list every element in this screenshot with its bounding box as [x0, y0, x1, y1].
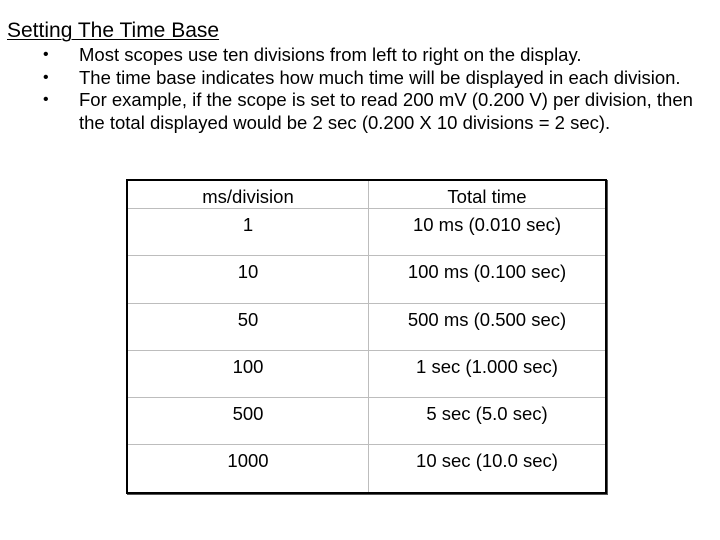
table-cell-ms-per-division: 500	[127, 398, 369, 445]
bullet-text: For example, if the scope is set to read 200 mV (0.200 V) per division, then the total displayed would be 2 sec (0.200 X 10 divisions = 2 sec).	[79, 89, 693, 133]
column-header-ms-per-division: ms/division	[127, 180, 369, 209]
slide-title: Setting The Time Base	[7, 19, 220, 42]
bullet-marker: •	[43, 91, 49, 108]
bullet-item	[0, 44, 720, 67]
table-row	[127, 256, 606, 303]
bullet-list	[0, 44, 720, 134]
table-row	[127, 209, 606, 256]
table-row	[127, 398, 606, 445]
table-cell-total-time: 10 ms (0.010 sec)	[369, 209, 607, 256]
bullet-marker: •	[43, 68, 49, 86]
column-header-total-time: Total time	[369, 180, 607, 209]
bullet-item	[0, 89, 720, 134]
table-cell-total-time: 100 ms (0.100 sec)	[369, 256, 607, 303]
table-row	[127, 350, 606, 397]
table-row	[127, 303, 606, 350]
table-cell-total-time: 1 sec (1.000 sec)	[369, 350, 607, 397]
bullet-item	[0, 67, 720, 90]
time-base-table	[126, 179, 607, 494]
table-cell-ms-per-division: 50	[127, 303, 369, 350]
table-cell-ms-per-division: 100	[127, 350, 369, 397]
table-cell-total-time: 500 ms (0.500 sec)	[369, 303, 607, 350]
table-cell-ms-per-division: 1000	[127, 445, 369, 493]
table-cell-total-time: 10 sec (10.0 sec)	[369, 445, 607, 493]
table-cell-ms-per-division: 1	[127, 209, 369, 256]
bullet-text: The time base indicates how much time will be displayed in each division.	[79, 66, 681, 88]
bullet-text: Most scopes use ten divisions from left to right on the display.	[79, 44, 582, 65]
table-row	[127, 445, 606, 493]
table-cell-ms-per-division: 10	[127, 256, 369, 303]
table-cell-total-time: 5 sec (5.0 sec)	[369, 398, 607, 445]
bullet-marker: •	[43, 46, 49, 63]
table-header-row	[127, 180, 606, 209]
